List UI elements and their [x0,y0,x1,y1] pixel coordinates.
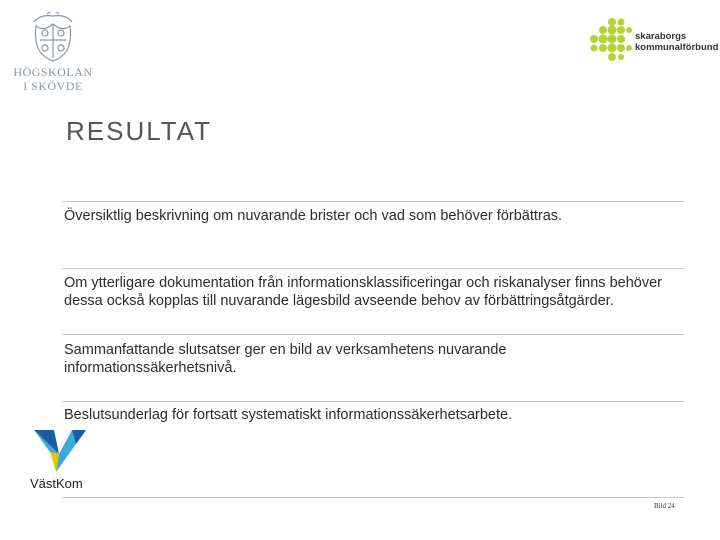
result-item-1: Översiktlig beskrivning om nuvarande brister och vad som behöver förbättras. [64,208,563,224]
divider [62,268,684,269]
divider [62,334,684,335]
vastkom-name: VästKom [30,476,83,491]
hogskolan-logo [12,12,94,94]
divider [62,497,684,498]
skaraborgs-line2: kommunalförbund [635,42,719,53]
hogskolan-line2: I SKÖVDE [23,79,83,93]
crest-icon [30,12,76,62]
skaraborgs-line1: skaraborgs [635,31,687,42]
result-item-2: Om ytterligare dokumentation från informationsklassificeringar och riskanalyser finns behöver dessa också kopplas till nuvarande lägesbild avseende behov av förbättringsåtgärder. [64,275,662,309]
hogskolan-line1: HÖGSKOLAN [13,65,93,79]
result-item-4: Beslutsunderlag för fortsatt systematiskt informationssäkerhetsarbete. [64,407,513,423]
dots-icon [588,16,636,64]
skaraborgs-logo [588,16,719,64]
vastkom-v-icon [32,428,92,476]
slide-title: RESULTAT [66,116,213,146]
result-item-3: Sammanfattande slutsatser ger en bild av verksamhetens nuvarande informationssäkerhetsnivå. [64,342,507,376]
vastkom-logo [28,428,98,492]
page-number: Bild 24 [654,502,675,510]
divider [62,201,684,202]
divider [62,401,684,402]
